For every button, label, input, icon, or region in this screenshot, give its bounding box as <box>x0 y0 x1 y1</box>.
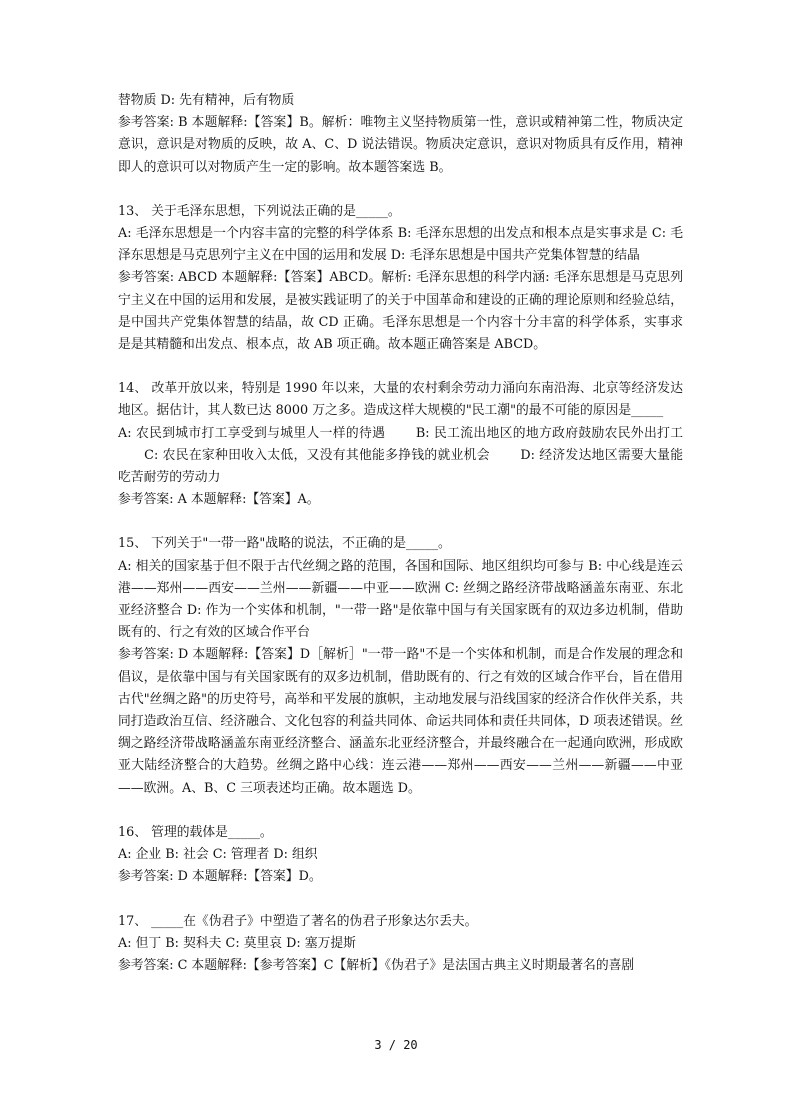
question-stem: 17、 _____在《伪君子》中塑造了著名的伪君子形象达尔丢夫。 <box>118 913 478 929</box>
document-page <box>118 90 683 977</box>
spacer <box>118 889 683 911</box>
question-17 <box>118 911 683 978</box>
question-answer: 参考答案: D 本题解释:【答案】D［解析］"一带一路"不是一个实体和机制，而是合作发展的理念和倡议，是依靠中国与有关国家既有的双多边机制，借助既有的、行之有效的区域合作平台，旨在借用古代"丝绸之路"的历史符号，高举和平发展的旗帜，主动地发展与沿线国家的经济合作伙伴关系，共同打造政治互信、经济融合、文化包容的利益共同体、命运共同体和责任共同体，D 项表述错误。丝绸之路经济带战略涵盖东南亚经济整合、涵盖东北亚经济整合，并最终融合在一起通向欧洲，形成欧亚大陆经济整合的大趋势。丝绸之路中心线：连云港——郑州——西安——兰州——新疆——中亚——欧洲。A、B、C 三项表述均正确。故本题选 D。 <box>118 647 683 796</box>
spacer <box>118 800 683 822</box>
question-options: A: 但丁 B: 契科夫 C: 莫里哀 D: 塞万提斯 <box>118 935 356 951</box>
question-14 <box>118 378 683 511</box>
question-answer: 参考答案: A 本题解释:【答案】A。 <box>118 492 320 508</box>
question-answer: 参考答案: D 本题解释:【答案】D。 <box>118 869 322 885</box>
question-stem: 16、 管理的载体是_____。 <box>118 824 273 840</box>
question-options: A: 毛泽东思想是一个内容丰富的完整的科学体系 B: 毛泽东思想的出发点和根本点是实事求是 C: 毛泽东思想是马克思列宁主义在中国的运用和发展 D: 毛泽东思想是中国共产党集体智慧的结晶 <box>118 226 683 264</box>
question-options: A: 相关的国家基于但不限于古代丝绸之路的范围，各国和国际、地区组织均可参与 B: 中心线是连云港——郑州——西安——兰州——新疆——中亚——欧洲 C: 丝绸之路经济带战略涵盖东南亚、东北亚经济整合 D: 作为一个实体和机制，"一带一路"是依靠中国与有关国家既有的双边多边机制，借助既有的、行之有效的区域合作平台 <box>118 558 683 641</box>
question-stem: 14、 改革开放以来，特别是 1990 年以来，大量的农村剩余劳动力涌向东南沿海、北京等经济发达地区。据估计，其人数已达 8000 万之多。造成这样大规模的"民工潮"的最不可能的原因是_____ <box>118 381 683 419</box>
question-stem: 13、 关于毛泽东思想，下列说法正确的是_____。 <box>118 203 401 219</box>
question-options: A: 企业 B: 社会 C: 管理者 D: 组织 <box>118 847 318 863</box>
intro-answer: 参考答案: B 本题解释:【答案】B。解析：唯物主义坚持物质第一性，意识或精神第二性，物质决定意识，意识是对物质的反映，故 A、C、D 说法错误。物质决定意识，意识对物质具有反作用，精神即人的意识可以对物质产生一定的影响。故本题答案选 B。 <box>118 115 683 175</box>
question-answer: 参考答案: C 本题解释:【参考答案】C【解析】《伪君子》是法国古典主义时期最著名的喜剧 <box>118 957 635 973</box>
question-15 <box>118 533 683 799</box>
question-options: A: 农民到城市打工享受到与城里人一样的待遇 B: 民工流出地区的地方政府鼓励农民外出打工 C: 农民在家种田收入太低，又没有其他能多挣钱的就业机会 D: 经济发达地区需要大量能吃苦耐劳的劳动力 <box>118 425 683 486</box>
intro-line: 替物质 D: 先有精神，后有物质 <box>118 93 295 108</box>
spacer <box>118 179 683 201</box>
question-16 <box>118 822 683 889</box>
page-number: 3 / 20 <box>374 1038 418 1052</box>
spacer <box>118 356 683 378</box>
spacer <box>118 511 683 533</box>
question-stem: 15、 下列关于"一带一路"战略的说法，不正确的是_____。 <box>118 536 451 552</box>
question-13 <box>118 201 683 356</box>
question-answer: 参考答案: ABCD 本题解释:【答案】ABCD。解析: 毛泽东思想的科学内涵: 毛泽东思想是马克思列宁主义在中国的运用和发展，是被实践证明了的关于中国革命和建设的正确的理论原则和经验总结，是中国共产党集体智慧的结晶，故 CD 正确。毛泽东思想是一个内容十分丰富的科学体系，实事求是是其精髓和出发点、根本点，故 AB 项正确。故本题正确答案是 ABCD。 <box>118 270 683 353</box>
